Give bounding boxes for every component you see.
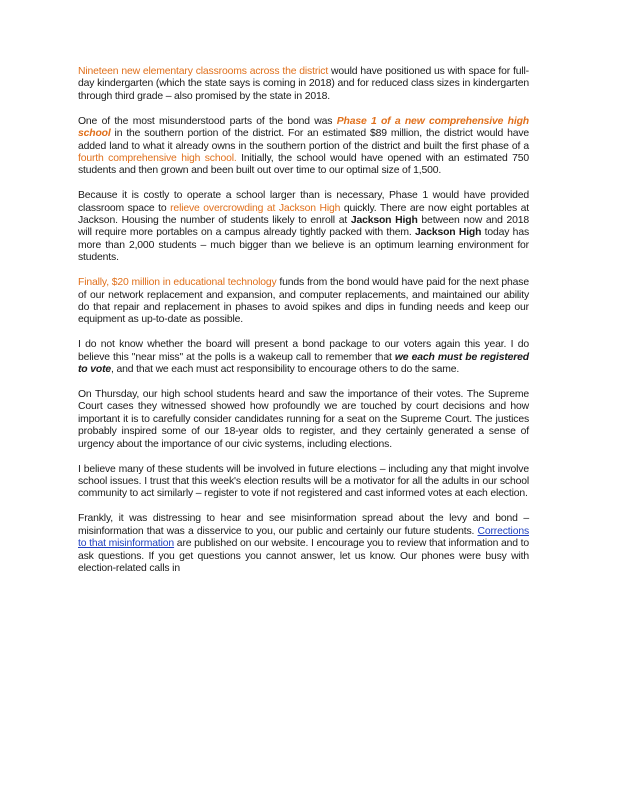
- highlighted-text: fourth comprehensive high school.: [78, 152, 237, 164]
- corrections-link[interactable]: Corrections to that misinformation: [78, 525, 529, 550]
- paragraph-text: One of the most misunderstood parts of the bond was: [78, 115, 337, 127]
- paragraph-text: Initially, the school would have opened with an estimated 750 students and then grown and been built out over time to our optimal size of 1,500.: [78, 152, 530, 177]
- highlighted-text: we each must be registered to vote: [78, 351, 529, 376]
- highlighted-text: relieve overcrowding at Jackson High: [170, 202, 341, 214]
- highlighted-text: Jackson High: [414, 227, 482, 239]
- paragraph-text: funds from the bond would have paid for the next phase of our network replacement and expansion, and computer replacements, and maintained our ability do that repair and replacement in phases to avoid spikes and dips in funding needs and keep our equipment as up-to-date as possible.: [78, 277, 529, 326]
- paragraph-text: Because it is costly to operate a school larger than is necessary, Phase 1 would have provided classroom space to: [78, 190, 529, 214]
- highlighted-text: Jackson High: [350, 215, 418, 227]
- highlighted-text: Finally, $20 million in educational technology: [78, 277, 277, 289]
- highlighted-text: Phase 1 of a new comprehensive high school: [78, 115, 529, 140]
- paragraph-text: Frankly, it was distressing to hear and see misinformation spread about the levy and bond – misinformation that was a disservice to you, our public and certainly our future students.: [78, 513, 529, 537]
- paragraph-text: in the southern portion of the district. For an estimated $89 million, the district would have added land to what it already owns in the southern portion of the district and built the first phase of a: [78, 128, 529, 152]
- paragraph-text: between now and 2018 will require more portables on a campus already tightly packed with them.: [78, 215, 530, 239]
- paragraph-text: , and that we each must act responsibility to encourage others to do the same.: [111, 364, 460, 376]
- paragraph-text: quickly. There are now eight portables at Jackson. Housing the number of students likely to enroll at: [78, 202, 529, 227]
- paragraph: [78, 190, 529, 264]
- paragraph: [78, 339, 529, 376]
- paragraph-text: On Thursday, our high school students heard and saw the importance of their votes. The Supreme Court cases they witnessed showed how profoundly we are touched by court decisions and how important it is to carefully consider candidates running for a seat on the Supreme Court. The justices probably inspired some of our 18-year olds to register, and they certainly generated a sense of urgency about the importance of our civic systems, including elections.: [78, 389, 529, 450]
- highlighted-text: Nineteen new elementary classrooms across the district: [78, 66, 329, 77]
- paragraph: [78, 389, 529, 451]
- paragraph-text: would have positioned us with space for full-day kindergarten (which the state says is coming in 2018) and for reduced class sizes in kindergarten through third grade – also promised by the state in 2018.: [78, 66, 529, 102]
- paragraph-text: are published on our website. I encourage you to review that information and to ask questions. If you get questions you cannot answer, let us know. Our phones were busy with election-related calls in: [78, 538, 529, 574]
- paragraph: [78, 277, 529, 327]
- paragraph-text: today has more than 2,000 students – much bigger than we believe is an optimum learning environment for students.: [78, 227, 529, 264]
- paragraph-text: I believe many of these students will be involved in future elections – including any that might involve school issues. I trust that this week's election results will be a motivator for all the adults in our school community to act similarly – register to vote if not registered and cast informed votes at each election.: [78, 463, 529, 500]
- paragraph: [78, 464, 529, 501]
- paragraph-text: I do not know whether the board will present a bond package to our voters again this year. I do believe this "near miss" at the polls is a wakeup call to remember that: [78, 339, 529, 363]
- paragraph: [78, 66, 529, 103]
- paragraph: [78, 513, 529, 575]
- paragraph: [78, 116, 529, 178]
- document-body: [78, 66, 529, 588]
